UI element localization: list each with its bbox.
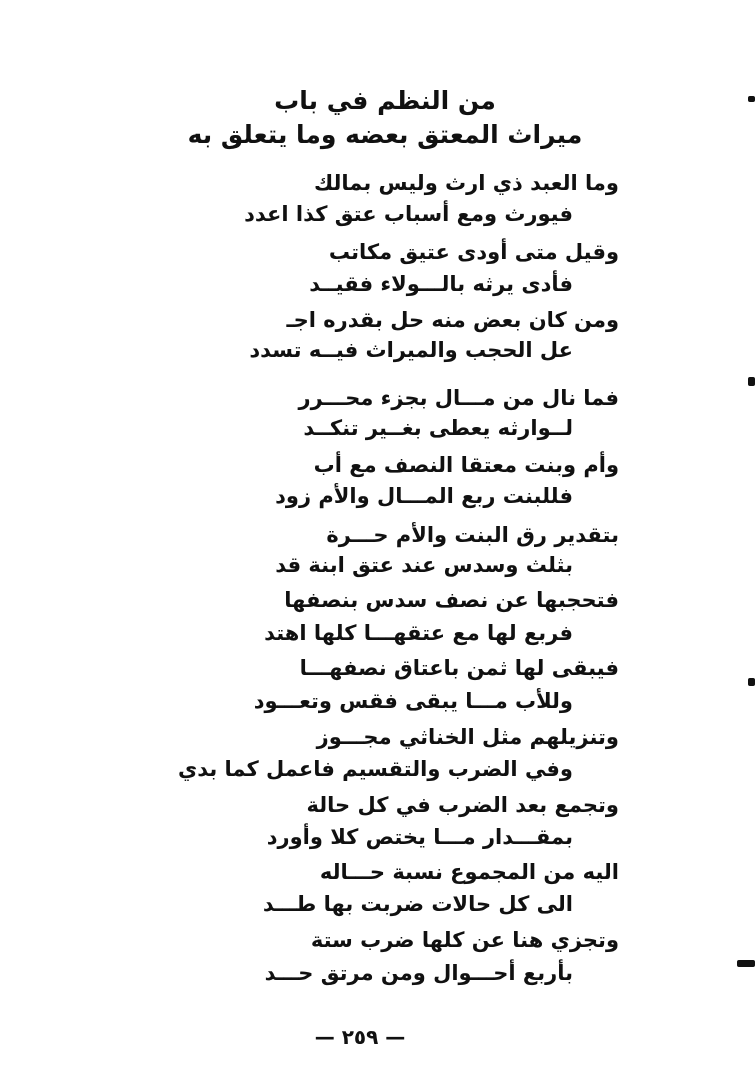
edge-scan-mark [737,960,755,967]
verse-3-second-hemistich: عل الحجب والميراث فيــه تسدد [249,338,573,362]
verse-8-second-hemistich: وللأب مـــا يبقى فقس وتعـــود [253,689,573,713]
verse-3-first-hemistich: ومن كان بعض منه حل بقدره اجـ [286,308,619,332]
verse-12-second-hemistich: بأربع أحـــوال ومن مرتق حـــد [264,961,573,985]
verse-1-first-hemistich: وما العبد ذي ارث وليس بمالك [313,171,619,195]
edge-scan-mark [748,96,755,102]
verse-5-first-hemistich: وأم وبنت معتقا النصف مع أب [313,453,619,477]
chapter-title-line-1: من النظم في باب [274,86,496,115]
verse-10-first-hemistich: وتجمع بعد الضرب في كل حالة [306,793,619,817]
verse-6-first-hemistich: بتقدير رق البنت والأم حـــرة [326,523,619,547]
edge-scan-mark [748,377,755,386]
verse-9-first-hemistich: وتنزيلهم مثل الخناثي مجـــوز [316,725,619,749]
verse-7-second-hemistich: فربع لها مع عتقهـــا كلها اهتد [264,621,573,645]
verse-9-second-hemistich: وفي الضرب والتقسيم فاعمل كما بدي [177,757,573,781]
page-number: — ٢٥٩ — [314,1025,406,1049]
verse-6-second-hemistich: بثلث وسدس عند عتق ابنة قد [275,553,573,577]
verse-2-second-hemistich: فأدى يرثه بالـــولاء فقيــد [309,272,573,296]
verse-2-first-hemistich: وقيل متى أودى عتيق مكاتب [328,240,619,264]
verse-7-first-hemistich: فتحجبها عن نصف سدس بنصفها [284,588,619,612]
verse-1-second-hemistich: فيورث ومع أسباب عتق كذا اعدد [244,202,573,226]
verse-11-first-hemistich: اليه من المجموع نسبة حـــاله [319,860,619,884]
edge-scan-mark [748,678,755,686]
verse-12-first-hemistich: وتجزي هنا عن كلها ضرب ستة [310,928,619,952]
verse-4-second-hemistich: لــوارثه يعطى بغــير تنكــد [303,416,573,440]
verse-11-second-hemistich: الى كل حالات ضربت بها طـــد [262,892,573,916]
verse-4-first-hemistich: فما نال من مـــال بجزء محـــرر [298,386,619,410]
verse-10-second-hemistich: بمقـــدار مـــا يختص كلا وأورد [266,825,573,849]
verse-5-second-hemistich: فللبنت ربع المـــال والأم زود [275,484,573,508]
chapter-title-line-2: ميراث المعتق بعضه وما يتعلق به [187,120,583,149]
verse-8-first-hemistich: فيبقى لها ثمن باعتاق نصفهـــا [299,656,619,680]
